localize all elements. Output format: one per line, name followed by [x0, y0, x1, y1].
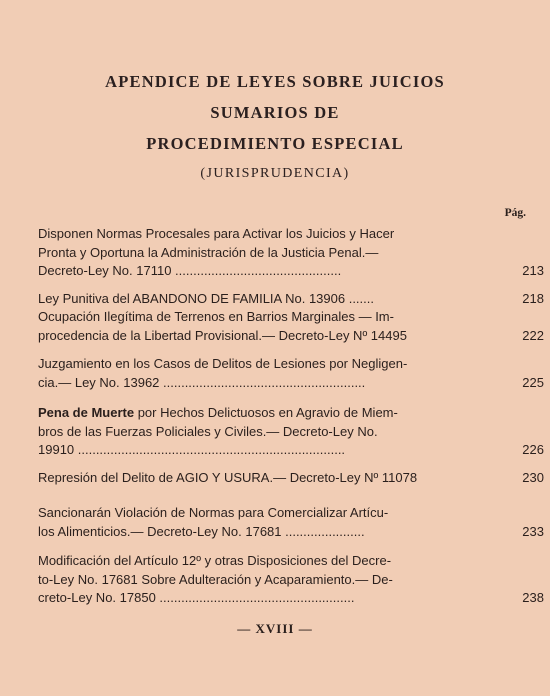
- entry-line: [38, 290, 544, 309]
- entry-text: Represión del Delito de AGIO Y USURA.— Decreto-Ley Nº 11078: [38, 470, 418, 485]
- toc-entry: [38, 504, 544, 541]
- entry-text: Ocupación Ilegítima de Terrenos en Barrios Marginales — Im-: [38, 309, 394, 324]
- entry-text: Decreto-Ley No. 17110 ..............................................: [38, 263, 342, 278]
- entry-text: procedencia de la Libertad Provisional.— Decreto-Ley Nº 14495: [38, 327, 407, 343]
- page-number: 226: [522, 442, 544, 457]
- entry-text: Sancionarán Violación de Normas para Comercializar Artícu-: [38, 505, 389, 520]
- entry-line: [38, 441, 544, 460]
- page-number: 222: [522, 327, 544, 343]
- entry-text: Pronta y Oportuna la Administración de la Justicia Penal.—: [38, 244, 379, 260]
- entry-line: [38, 308, 514, 327]
- toc-entry: [38, 404, 544, 460]
- toc-entry: [38, 225, 544, 281]
- entry-line: [38, 523, 544, 542]
- entry-text: Modificación del Artículo 12º y otras Disposiciones del Decre-: [38, 553, 392, 568]
- page-number: 230: [522, 470, 544, 485]
- entry-line: [38, 262, 544, 281]
- entry-text: [38, 404, 398, 423]
- entry-text: 19910 ..........................................................................: [38, 442, 346, 457]
- title-line-3: PROCEDIMIENTO ESPECIAL: [146, 134, 404, 153]
- entry-text: creto-Ley No. 17850 ......................................................: [38, 590, 355, 605]
- page-number: 213: [522, 263, 544, 278]
- entry-line: [38, 571, 514, 590]
- entry-line: [38, 504, 514, 523]
- toc-entry: [38, 469, 544, 488]
- toc-entry: [38, 355, 544, 392]
- entry-line: [38, 374, 544, 393]
- entry-text: Ley Punitiva del ABANDONO DE FAMILIA No. 13906 .......: [38, 291, 374, 306]
- entry-line: [38, 552, 514, 571]
- toc-entry: [38, 308, 544, 345]
- page-number: 218: [522, 291, 544, 306]
- entry-line: [38, 423, 514, 442]
- entry-text: to-Ley No. 17681 Sobre Adulteración y Acaparamiento.— De-: [38, 571, 393, 587]
- entry-text: Disponen Normas Procesales para Activar los Juicios y Hacer: [38, 226, 395, 241]
- subtitle: (JURISPRUDENCIA): [200, 166, 350, 181]
- toc-entry: [38, 552, 544, 608]
- entry-text: por Hechos Delictuosos en Agravio de Miem-: [134, 405, 398, 420]
- entry-line: [38, 327, 544, 346]
- page-footer-numeral: — XVIII —: [237, 621, 313, 636]
- page-number: 238: [522, 590, 544, 605]
- page-number: 233: [522, 523, 544, 539]
- entry-line: [38, 469, 544, 488]
- entry-text: bros de las Fuerzas Policiales y Civiles.— Decreto-Ley No.: [38, 423, 378, 439]
- page-column-header: Pág.: [504, 207, 526, 219]
- toc-entry: [38, 290, 544, 309]
- entry-line: [38, 355, 514, 374]
- entry-line: [38, 244, 514, 263]
- entry-line: [38, 404, 514, 423]
- entry-text: cia.— Ley No. 13962 ........................................................: [38, 374, 366, 390]
- entry-line: [38, 225, 514, 244]
- entry-text: los Alimenticios.— Decreto-Ley No. 17681 ......................: [38, 523, 365, 539]
- title-line-2: SUMARIOS DE: [210, 103, 340, 122]
- entry-bold-lead: Pena de Muerte: [38, 405, 135, 420]
- entry-line: [38, 589, 544, 608]
- title-line-1: APENDICE DE LEYES SOBRE JUICIOS: [105, 72, 445, 91]
- entry-text: Juzgamiento en los Casos de Delitos de Lesiones por Negligen-: [38, 356, 408, 371]
- page-number: 225: [522, 374, 544, 390]
